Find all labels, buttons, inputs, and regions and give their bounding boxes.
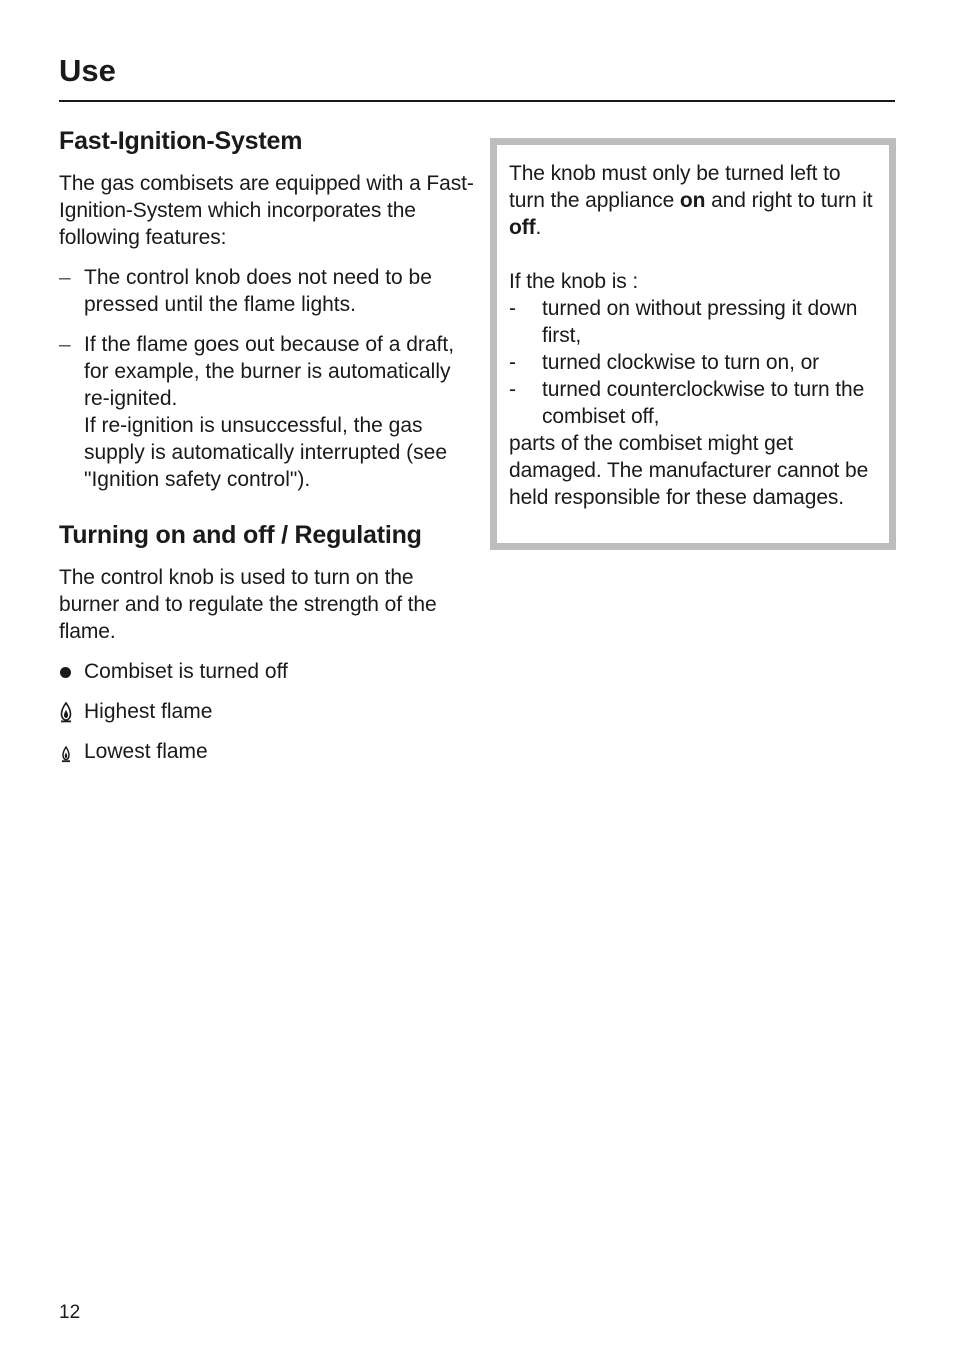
- heading-divider: [59, 100, 895, 102]
- note-consequence-text: parts of the combiset might get damaged. The manufacturer cannot be held responsible for these damages.: [509, 432, 869, 509]
- list-item-text: turned counterclockwise to turn the combiset off,: [542, 378, 865, 428]
- list-item-text: Highest flame: [84, 700, 213, 723]
- left-column: [59, 124, 474, 778]
- list-item-text: Lowest flame: [84, 740, 208, 763]
- list-item: [59, 264, 474, 318]
- list-item-text: turned clockwise to turn on, or: [542, 351, 820, 374]
- section-title-fast-ignition: Fast-Ignition-System: [59, 127, 303, 155]
- list-item: [59, 738, 474, 765]
- list-item-text: The control knob does not need to be pressed until the flame lights.: [84, 266, 432, 316]
- hyphen-marker: -: [509, 378, 516, 401]
- note-off-word: off: [509, 216, 536, 239]
- list-item-text: Combiset is turned off: [84, 660, 288, 683]
- list-item: [509, 376, 881, 430]
- list-item-text: turned on without pressing it down first,: [542, 297, 858, 347]
- knob-position-list: [59, 658, 474, 765]
- note-direction-text: The knob must only be turned left to turn the appliance on and right to turn it off.: [509, 162, 873, 239]
- list-item: [59, 331, 474, 493]
- hyphen-marker: -: [509, 351, 516, 374]
- filled-dot-icon: [59, 658, 73, 685]
- note-condition-intro: If the knob is :: [509, 270, 639, 293]
- list-item-text: If the flame goes out because of a draft, for example, the burner is automatically re-ignited.: [84, 333, 455, 410]
- list-item: [509, 295, 881, 349]
- fast-ignition-feature-list: [59, 264, 474, 493]
- fast-ignition-intro: The gas combisets are equipped with a Fast-Ignition-System which incorporates the following features:: [59, 172, 474, 249]
- hyphen-marker: -: [509, 297, 516, 320]
- page-number: 12: [59, 1302, 81, 1323]
- list-item: [59, 658, 474, 685]
- small-flame-icon: [59, 738, 73, 765]
- list-item-text-continued: If re-ignition is unsuccessful, the gas supply is automatically interrupted (see "Ignition safety control").: [84, 414, 448, 491]
- dash-marker: –: [59, 266, 71, 289]
- warning-note-text: [509, 160, 881, 511]
- note-on-word: on: [679, 189, 706, 212]
- regulating-intro: The control knob is used to turn on the burner and to regulate the strength of the flame.: [59, 566, 437, 643]
- large-flame-icon: [59, 698, 73, 725]
- dash-marker: –: [59, 333, 71, 356]
- list-item: [59, 698, 474, 725]
- section-title-regulating: Turning on and off / Regulating: [59, 521, 422, 549]
- list-item: [509, 349, 881, 376]
- warning-note-box: [490, 138, 896, 550]
- page-title: Use: [59, 53, 116, 88]
- note-condition-list: [509, 295, 881, 430]
